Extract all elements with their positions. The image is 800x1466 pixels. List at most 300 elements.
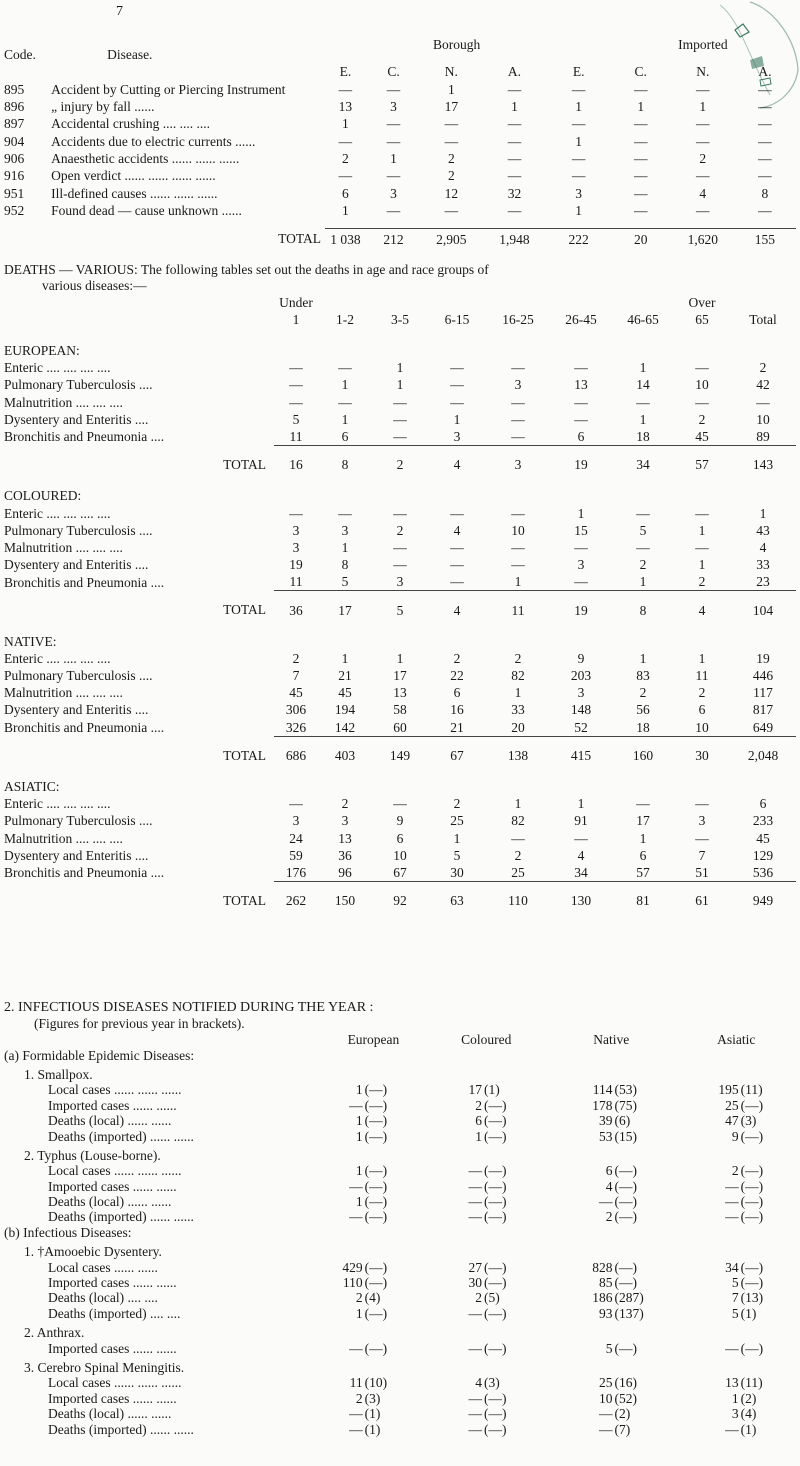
- case-label: Imported cases ...... ......: [48, 1390, 177, 1406]
- value-cell: 1: [396, 650, 404, 666]
- value-cell: —: [393, 411, 407, 427]
- previous-year-cell: (15): [614, 1128, 638, 1144]
- total-cell: 104: [730, 591, 796, 619]
- value-cell: 117: [753, 685, 773, 701]
- value-cell: 1: [639, 830, 647, 846]
- value-cell: 3: [341, 813, 349, 829]
- value-cell: 1: [698, 557, 706, 573]
- table-row: [4, 1098, 796, 1113]
- total-cell: 2: [372, 446, 428, 474]
- disease-label: Bronchitis and Pneumonia ....: [4, 865, 165, 881]
- previous-year-cell: (—): [364, 1259, 388, 1275]
- value-cell: —: [289, 377, 303, 393]
- total-cell: 63: [428, 882, 486, 910]
- value-cell: —: [511, 505, 525, 521]
- value-cell: —: [636, 505, 650, 521]
- value-cell: 649: [752, 719, 774, 735]
- count-cell: 828: [592, 1259, 613, 1275]
- total-cell: 11: [486, 591, 550, 619]
- value-cell: —: [695, 505, 709, 521]
- previous-year-cell: (137): [614, 1305, 644, 1321]
- value-cell: 2: [342, 150, 349, 166]
- value-cell: 17: [636, 813, 650, 829]
- value-cell: 6: [342, 185, 349, 201]
- age-top-header: [550, 294, 612, 311]
- count-cell: 1: [475, 1128, 483, 1144]
- value-cell: —: [633, 168, 648, 184]
- value-cell: —: [511, 429, 525, 445]
- age-top-header: Over: [688, 295, 716, 310]
- count-cell: —: [468, 1209, 483, 1225]
- value-cell: 2: [341, 796, 349, 812]
- value-cell: 2: [447, 168, 455, 184]
- value-cell: 17: [444, 99, 459, 115]
- value-cell: 1: [577, 505, 585, 521]
- value-cell: —: [338, 360, 352, 376]
- value-cell: —: [696, 116, 710, 132]
- count-cell: 195: [718, 1082, 739, 1098]
- count-cell: 47: [725, 1113, 739, 1129]
- value-cell: 89: [756, 429, 770, 445]
- value-cell: 14: [636, 377, 650, 393]
- value-cell: 148: [570, 702, 592, 718]
- age-header: 3-5: [391, 312, 409, 327]
- count-cell: —: [349, 1178, 363, 1194]
- value-cell: —: [507, 116, 522, 132]
- total-cell: 415: [550, 736, 612, 764]
- value-cell: 6: [698, 702, 706, 718]
- value-cell: 17: [393, 668, 407, 684]
- value-cell: —: [696, 81, 710, 97]
- value-cell: 1: [511, 99, 518, 115]
- total-cell: 222: [548, 228, 610, 248]
- disease-label: Pulmonary Tuberculosis ....: [4, 668, 153, 684]
- previous-year-cell: (—): [364, 1082, 388, 1098]
- value-cell: —: [633, 116, 648, 132]
- disease-label: Malnutrition .... .... ....: [4, 830, 123, 846]
- table-row: [4, 1082, 796, 1097]
- previous-year-cell: (—): [364, 1097, 388, 1113]
- value-cell: 45: [756, 830, 770, 846]
- value-cell: 536: [752, 864, 774, 880]
- case-label: Local cases ...... ...... ......: [48, 1375, 182, 1391]
- value-cell: —: [386, 168, 401, 184]
- total-label: TOTAL: [223, 456, 266, 472]
- value-cell: 233: [752, 813, 774, 829]
- previous-year-cell: (—): [364, 1163, 388, 1179]
- total-cell: 1,620: [672, 228, 734, 248]
- count-cell: 5: [731, 1305, 739, 1321]
- value-cell: 5: [453, 847, 461, 863]
- value-cell: 13: [338, 830, 352, 846]
- value-cell: —: [393, 796, 407, 812]
- group-row: [4, 619, 796, 650]
- previous-year-cell: (287): [614, 1290, 644, 1306]
- count-cell: 178: [592, 1097, 613, 1113]
- value-cell: 59: [289, 847, 303, 863]
- group-name: EUROPEAN:: [4, 343, 80, 359]
- table-row: [4, 1179, 796, 1194]
- total-cell: 3: [486, 446, 550, 474]
- disease-cell: Accident by Cutting or Piercing Instrument: [51, 81, 286, 97]
- value-cell: 817: [752, 702, 774, 718]
- age-header: 6-15: [444, 312, 470, 327]
- value-cell: —: [289, 505, 303, 521]
- value-cell: 23: [756, 574, 770, 590]
- count-cell: —: [725, 1194, 739, 1210]
- value-cell: 1: [514, 796, 522, 812]
- value-cell: 2: [698, 685, 706, 701]
- value-cell: 306: [285, 702, 307, 718]
- value-cell: —: [695, 539, 709, 555]
- value-cell: —: [696, 168, 710, 184]
- count-cell: —: [349, 1209, 363, 1225]
- table-row: [4, 359, 796, 376]
- table-row: [4, 1391, 796, 1406]
- disease-label: Dysentery and Enteritis ....: [4, 411, 149, 427]
- count-cell: 34: [725, 1259, 739, 1275]
- table-row: [4, 202, 796, 219]
- disease-header: Disease.: [107, 47, 153, 63]
- value-cell: —: [511, 411, 525, 427]
- table-row: [4, 505, 796, 522]
- disease-label: Dysentery and Enteritis ....: [4, 702, 149, 718]
- page-number: 7: [116, 4, 123, 19]
- value-cell: 6: [639, 847, 647, 863]
- value-cell: —: [633, 202, 648, 218]
- disease-label: Enteric .... .... .... ....: [4, 360, 111, 376]
- value-cell: 57: [636, 864, 650, 880]
- age-top-header: [372, 294, 428, 311]
- value-cell: 30: [450, 864, 464, 880]
- total-cell: 686: [274, 736, 318, 764]
- value-cell: 11: [289, 429, 303, 445]
- value-cell: 1: [637, 99, 645, 115]
- block-title: 1. †Amooebic Dysentery.: [24, 1244, 162, 1260]
- value-cell: 1: [698, 522, 706, 538]
- case-label: Deaths (imported) ...... ......: [48, 1128, 194, 1144]
- value-cell: 3: [575, 185, 583, 201]
- code-cell: 951: [4, 185, 25, 201]
- value-cell: 43: [756, 522, 770, 538]
- value-cell: 9: [577, 650, 585, 666]
- count-cell: 1: [355, 1128, 363, 1144]
- value-cell: —: [758, 99, 772, 115]
- borough-header: Borough: [433, 37, 481, 52]
- disease-label: Enteric .... .... .... ....: [4, 505, 111, 521]
- table-row: [4, 1259, 796, 1274]
- age-header: 1-2: [336, 312, 354, 327]
- value-cell: —: [511, 394, 525, 410]
- count-cell: —: [468, 1421, 483, 1437]
- value-cell: 3: [341, 522, 349, 538]
- total-label: TOTAL: [223, 892, 266, 908]
- value-cell: 3: [577, 557, 585, 573]
- value-cell: —: [636, 394, 650, 410]
- count-cell: —: [468, 1340, 483, 1356]
- value-cell: 2: [396, 522, 404, 538]
- table-row: [4, 650, 796, 667]
- count-cell: 10: [599, 1390, 613, 1406]
- value-cell: —: [450, 539, 464, 555]
- group-total-row: [4, 591, 796, 619]
- race-header: Coloured: [461, 1032, 512, 1048]
- value-cell: 5: [341, 574, 349, 590]
- value-cell: 10: [695, 377, 709, 393]
- count-cell: —: [725, 1209, 739, 1225]
- count-cell: 53: [599, 1128, 613, 1144]
- deaths-age-race-table: [4, 294, 796, 909]
- table-row: [4, 115, 796, 132]
- value-cell: 2: [514, 650, 522, 666]
- value-cell: 1: [759, 505, 767, 521]
- table-row: [4, 394, 796, 411]
- value-cell: —: [574, 411, 588, 427]
- total-cell: 34: [612, 446, 674, 474]
- sub-header: A.: [758, 64, 772, 80]
- count-cell: —: [599, 1421, 613, 1437]
- code-cell: 897: [4, 116, 25, 132]
- previous-year-cell: (—): [614, 1275, 638, 1291]
- sub-header: C.: [387, 64, 400, 80]
- sub-header: N.: [444, 64, 458, 80]
- table-row: [4, 1421, 796, 1436]
- disease-label: Malnutrition .... .... ....: [4, 394, 123, 410]
- previous-year-cell: (53): [614, 1082, 638, 1098]
- total-cell: 160: [612, 736, 674, 764]
- count-cell: 2: [355, 1390, 363, 1406]
- previous-year-cell: (—): [614, 1194, 638, 1210]
- table-row: [4, 150, 796, 167]
- previous-year-cell: (—): [484, 1275, 507, 1291]
- disease-cell: Ill-defined causes ...... ...... ......: [51, 185, 218, 201]
- code-cell: 904: [4, 133, 25, 149]
- table-row: [4, 719, 796, 737]
- value-cell: —: [386, 202, 401, 218]
- code-cell: 916: [4, 168, 25, 184]
- previous-year-cell: (—): [484, 1406, 507, 1422]
- infectious-heading: 2. INFECTIOUS DISEASES NOTIFIED DURING THE YEAR :: [4, 1000, 374, 1015]
- value-cell: 16: [450, 702, 464, 718]
- table-row: [4, 573, 796, 591]
- value-cell: 51: [695, 864, 709, 880]
- value-cell: —: [338, 133, 353, 149]
- count-cell: 1: [355, 1113, 363, 1129]
- count-cell: 1: [355, 1082, 363, 1098]
- total-cell: 2,048: [730, 736, 796, 764]
- value-cell: 6: [759, 796, 767, 812]
- count-cell: 11: [349, 1375, 363, 1391]
- value-cell: —: [338, 394, 352, 410]
- value-cell: —: [450, 574, 464, 590]
- age-header: 26-45: [565, 312, 597, 327]
- total-cell: 138: [486, 736, 550, 764]
- count-cell: 17: [468, 1082, 483, 1098]
- block-title-row: [4, 1225, 796, 1240]
- value-cell: 33: [511, 702, 525, 718]
- value-cell: 32: [507, 185, 522, 201]
- previous-year-cell: (—): [740, 1194, 764, 1210]
- value-cell: —: [574, 394, 588, 410]
- value-cell: 3: [292, 813, 300, 829]
- count-cell: —: [468, 1194, 483, 1210]
- value-cell: —: [507, 202, 522, 218]
- value-cell: 1: [396, 377, 404, 393]
- previous-year-cell: (—): [364, 1305, 388, 1321]
- previous-year-cell: (11): [740, 1082, 763, 1098]
- value-cell: 3: [396, 574, 404, 590]
- value-cell: 1: [341, 411, 349, 427]
- group-total-row: [4, 446, 796, 474]
- count-cell: —: [468, 1390, 483, 1406]
- value-cell: —: [338, 505, 352, 521]
- previous-year-cell: (—): [614, 1209, 638, 1225]
- value-cell: 203: [570, 668, 592, 684]
- value-cell: 1: [453, 411, 461, 427]
- disease-label: Malnutrition .... .... ....: [4, 685, 123, 701]
- table-row: [4, 132, 796, 149]
- previous-year-cell: (—): [364, 1194, 388, 1210]
- value-cell: 326: [285, 719, 307, 735]
- value-cell: —: [338, 81, 353, 97]
- group-row: [4, 764, 796, 795]
- value-cell: —: [571, 150, 586, 166]
- value-cell: 1: [341, 377, 349, 393]
- value-cell: —: [507, 150, 522, 166]
- count-cell: 2: [475, 1097, 483, 1113]
- age-top-header: Under: [279, 295, 313, 310]
- previous-year-cell: (5): [484, 1290, 500, 1306]
- disease-cell: „ injury by fall ......: [51, 99, 155, 115]
- count-cell: —: [349, 1340, 363, 1356]
- value-cell: 20: [511, 719, 525, 735]
- count-cell: 25: [725, 1097, 739, 1113]
- case-label: Deaths (local) .... ....: [48, 1290, 158, 1306]
- value-cell: 15: [574, 522, 588, 538]
- value-cell: —: [758, 133, 772, 149]
- previous-year-cell: (3): [484, 1375, 500, 1391]
- value-cell: 60: [393, 719, 407, 735]
- age-header-row: [4, 311, 796, 328]
- previous-year-cell: (4): [364, 1290, 381, 1306]
- sub-header: A.: [507, 64, 522, 80]
- previous-year-cell: (3): [364, 1390, 381, 1406]
- total-cell: 143: [730, 446, 796, 474]
- table-row: [4, 1306, 796, 1321]
- age-top-header: [318, 294, 372, 311]
- value-cell: —: [571, 116, 586, 132]
- value-cell: 1: [575, 99, 583, 115]
- code-cell: 896: [4, 99, 25, 115]
- value-cell: 2: [292, 650, 300, 666]
- previous-year-cell: (—): [614, 1259, 638, 1275]
- value-cell: —: [695, 394, 709, 410]
- previous-year-cell: (—): [484, 1163, 507, 1179]
- previous-year-cell: (—): [364, 1340, 388, 1356]
- group-row: [4, 328, 796, 359]
- age-header: 46-65: [627, 312, 659, 327]
- block-title-row: [4, 1321, 796, 1340]
- disease-label: Bronchitis and Pneumonia ....: [4, 429, 165, 445]
- deaths-various-section: [4, 262, 796, 909]
- total-cell: 4: [428, 446, 486, 474]
- table-row: [4, 1340, 796, 1355]
- previous-year-cell: (—): [484, 1178, 507, 1194]
- case-label: Deaths (local) ...... ......: [48, 1406, 172, 1422]
- previous-year-cell: (1): [740, 1305, 757, 1321]
- value-cell: —: [636, 539, 650, 555]
- total-cell: 149: [372, 736, 428, 764]
- total-label: TOTAL: [223, 602, 266, 618]
- value-cell: 10: [511, 522, 525, 538]
- block-title: (a) Formidable Epidemic Diseases:: [4, 1047, 195, 1063]
- disease-cell: Found dead — cause unknown ......: [51, 202, 242, 218]
- previous-year-cell: (—): [364, 1178, 388, 1194]
- previous-year-cell: (—): [484, 1390, 507, 1406]
- table-row: [4, 684, 796, 701]
- race-header: European: [347, 1032, 400, 1048]
- previous-year-cell: (1): [740, 1421, 757, 1437]
- value-cell: 10: [393, 847, 407, 863]
- value-cell: —: [574, 360, 588, 376]
- total-cell: 92: [372, 882, 428, 910]
- block-title-row: [4, 1047, 796, 1062]
- value-cell: 1: [699, 99, 707, 115]
- value-cell: —: [511, 830, 525, 846]
- count-cell: 3: [731, 1406, 739, 1422]
- total-cell: 5: [372, 591, 428, 619]
- value-cell: —: [393, 539, 407, 555]
- value-cell: —: [289, 796, 303, 812]
- table-row: [4, 184, 796, 201]
- value-cell: 8: [341, 557, 349, 573]
- group-name: ASIATIC:: [4, 779, 60, 795]
- value-cell: 1: [341, 539, 349, 555]
- infectious-subheading: (Figures for previous year in brackets).: [34, 1016, 245, 1031]
- value-cell: —: [758, 81, 772, 97]
- table-row: [4, 376, 796, 393]
- case-label: Local cases ...... ...... ......: [48, 1082, 182, 1098]
- infectious-diseases-section: [4, 1000, 796, 1437]
- count-cell: 27: [468, 1259, 483, 1275]
- value-cell: —: [511, 539, 525, 555]
- value-cell: 13: [338, 99, 353, 115]
- count-cell: 25: [599, 1375, 613, 1391]
- count-cell: —: [468, 1178, 483, 1194]
- group-name: COLOURED:: [4, 488, 82, 504]
- race-header-row: [4, 1032, 796, 1047]
- value-cell: —: [507, 133, 522, 149]
- value-cell: 2: [453, 796, 461, 812]
- previous-year-cell: (—): [364, 1209, 388, 1225]
- code-header: Code.: [4, 47, 36, 63]
- accident-causes-table: [4, 36, 796, 248]
- value-cell: —: [450, 360, 464, 376]
- value-cell: 142: [334, 719, 356, 735]
- age-header: 1: [292, 312, 300, 327]
- value-cell: 2: [698, 411, 706, 427]
- previous-year-cell: (13): [740, 1290, 764, 1306]
- disease-label: Pulmonary Tuberculosis ....: [4, 377, 153, 393]
- value-cell: 25: [450, 813, 464, 829]
- table-row: [4, 795, 796, 812]
- value-cell: 4: [759, 539, 767, 555]
- total-cell: 212: [366, 228, 422, 248]
- value-cell: 446: [752, 668, 774, 684]
- disease-label: Bronchitis and Pneumonia ....: [4, 574, 165, 590]
- value-cell: 2: [699, 150, 707, 166]
- previous-year-cell: (4): [740, 1406, 757, 1422]
